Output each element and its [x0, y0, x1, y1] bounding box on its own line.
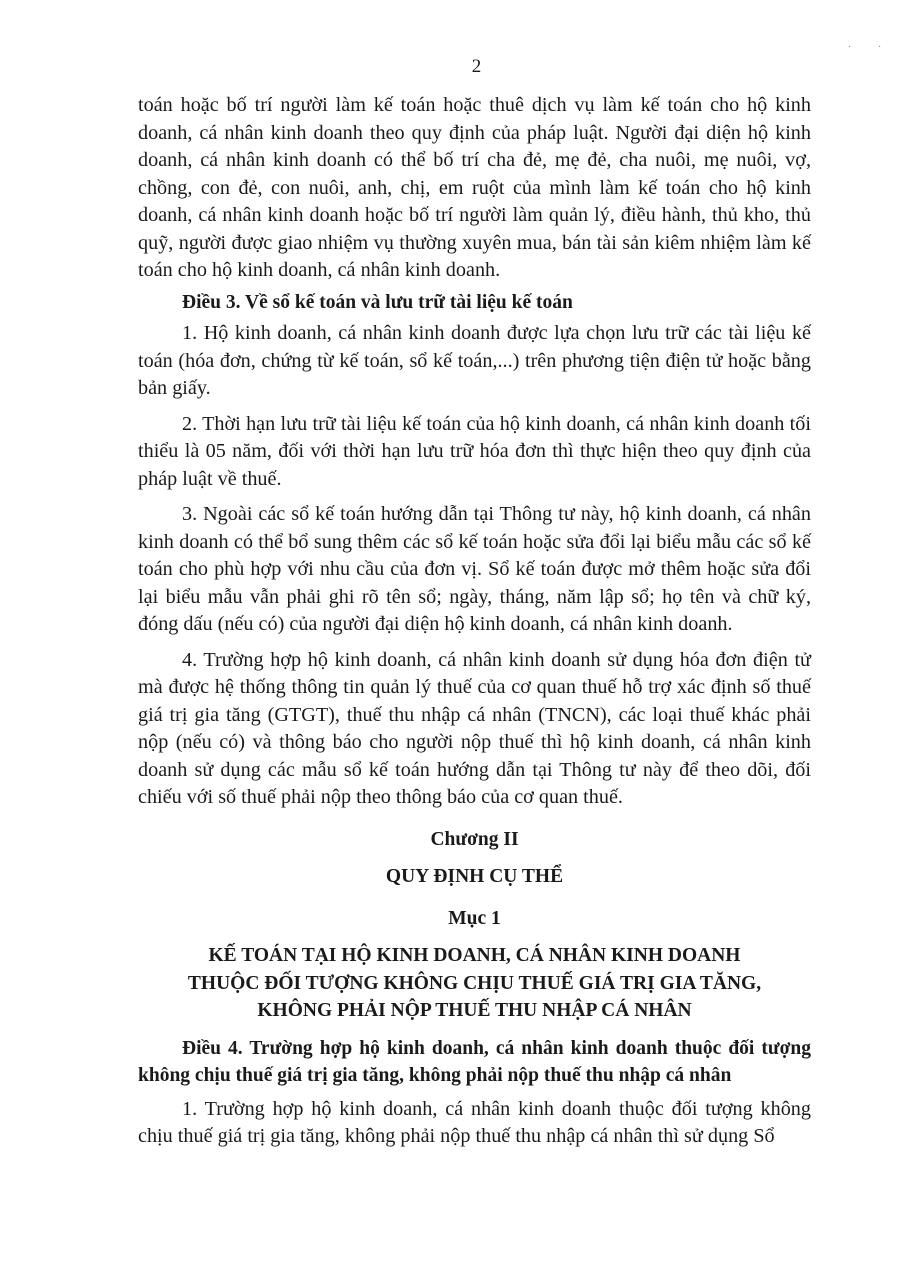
section-label: Mục 1: [448, 907, 501, 929]
article-4-heading-text: Điều 4. Trường hợp hộ kinh doanh, cá nhân kinh doanh thuộc đối tượng không chịu thuế giá trị gia tăng, không phải nộp thuế thu nhập cá nhân: [138, 1037, 811, 1086]
section-title-line-2: THUỘC ĐỐI TƯỢNG KHÔNG CHỊU THUẾ GIÁ TRỊ GIA TĂNG,: [187, 972, 762, 994]
article-4-heading: [138, 1035, 811, 1090]
article-3-clause-1: 1. Hộ kinh doanh, cá nhân kinh doanh được lựa chọn lưu trữ các tài liệu kế toán (hóa đơn, chứng từ kế toán, sổ kế toán,...) trên phương tiện điện tử hoặc bằng bản giấy.: [138, 322, 811, 399]
section-title-line-3: KHÔNG PHẢI NỘP THUẾ THU NHẬP CÁ NHÂN: [257, 1000, 692, 1021]
section-title-line-1: KẾ TOÁN TẠI HỘ KINH DOANH, CÁ NHÂN KINH DOANH: [208, 945, 741, 966]
article-4-clause-1: 1. Trường hợp hộ kinh doanh, cá nhân kinh doanh thuộc đối tượng không chịu thuế giá trị gia tăng, không phải nộp thuế thu nhập cá nhân thì sử dụng Sổ: [138, 1097, 811, 1147]
article-3-clause-3: 3. Ngoài các sổ kế toán hướng dẫn tại Thông tư này, hộ kinh doanh, cá nhân kinh doanh có thể bổ sung thêm các sổ kế toán hoặc sửa đổi lại biểu mẫu các sổ kế toán cho phù hợp với nhu cầu của đơn vị. Sổ kế toán được mở thêm hoặc sửa đổi lại biểu mẫu vẫn phải ghi rõ tên sổ; ngày, tháng, năm lập sổ; họ tên và chữ ký, đóng dấu (nếu có) của người đại diện hộ kinh doanh, cá nhân kinh doanh.: [138, 503, 811, 635]
chapter-label: Chương II: [430, 828, 519, 850]
scan-mark: ·: [878, 42, 882, 53]
article-3-clause-2: 2. Thời hạn lưu trữ tài liệu kế toán của hộ kinh doanh, cá nhân kinh doanh tối thiểu là 05 năm, đối với thời hạn lưu trữ hóa đơn thì thực hiện theo quy định của pháp luật về thuế.: [138, 412, 811, 490]
chapter-title: QUY ĐỊNH CỤ THỂ: [385, 866, 564, 887]
article-3-clause-4: 4. Trường hợp hộ kinh doanh, cá nhân kinh doanh sử dụng hóa đơn điện tử mà được hệ thống thông tin quản lý thuế của cơ quan thuế hỗ trợ xác định số thuế giá trị gia tăng (GTGT), thuế thu nhập cá nhân (TNCN), các loại thuế khác phải nộp (nếu có) và thông báo cho người nộp thuế thì hộ kinh doanh, cá nhân kinh doanh sử dụng các mẫu sổ kế toán hướng dẫn tại Thông tư này để theo dõi, đối chiếu với số thuế phải nộp theo thông báo của cơ quan thuế.: [138, 648, 811, 808]
page-number: 2: [471, 56, 482, 77]
scan-mark: ·: [848, 42, 852, 53]
continuation-paragraph: toán hoặc bố trí người làm kế toán hoặc thuê dịch vụ làm kế toán cho hộ kinh doanh, cá nhân kinh doanh theo quy định của pháp luật. Người đại diện hộ kinh doanh, cá nhân kinh doanh có thể bố trí cha đẻ, mẹ đẻ, cha nuôi, mẹ nuôi, vợ, chồng, con đẻ, con nuôi, anh, chị, em ruột của mình làm kế toán cho hộ kinh doanh, cá nhân kinh doanh hoặc bố trí người làm quản lý, điều hành, thủ kho, thủ quỹ, người được giao nhiệm vụ thường xuyên mua, bán tài sản kiêm nhiệm làm kế toán cho hộ kinh doanh, cá nhân kinh doanh.: [138, 94, 811, 281]
article-3-heading: Điều 3. Về sổ kế toán và lưu trữ tài liệu kế toán: [182, 291, 573, 313]
